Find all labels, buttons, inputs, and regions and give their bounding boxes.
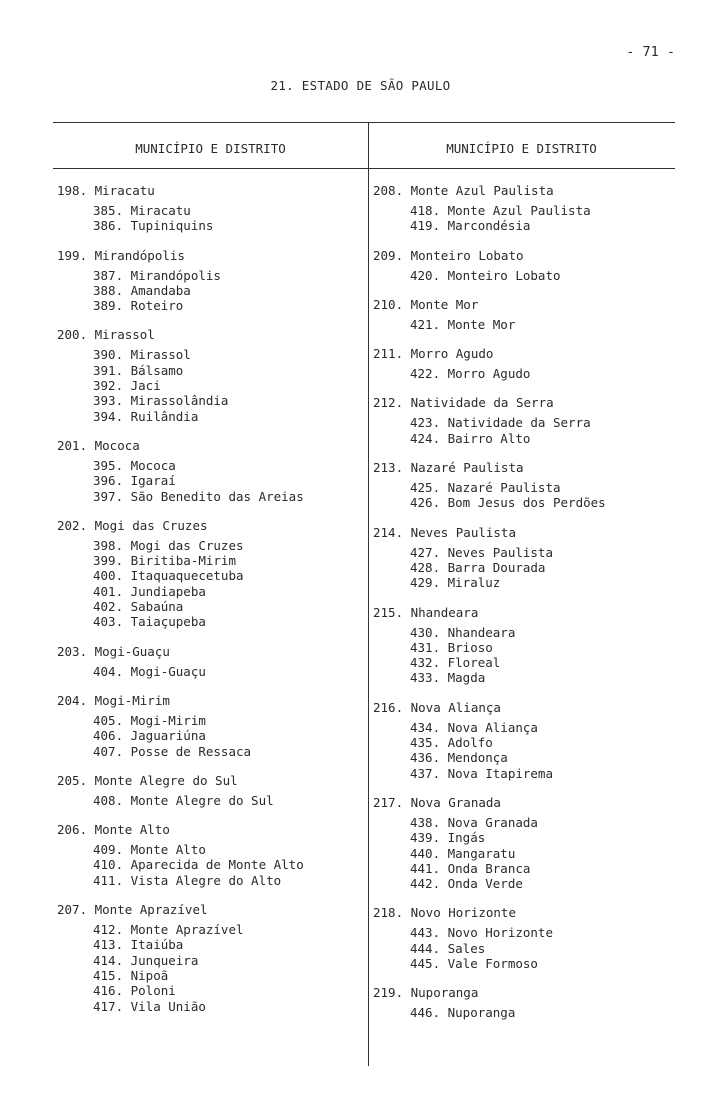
municipality-entry [373, 459, 673, 511]
district-item: 398. Mogi das Cruzes [93, 537, 244, 553]
municipality-entry [57, 821, 362, 888]
municipality-entry [373, 296, 673, 332]
municipality-entry [57, 247, 362, 314]
district-item: 403. Taiaçupeba [93, 614, 206, 630]
district-item: 386. Tupiniquins [93, 218, 214, 234]
district-list [373, 720, 673, 781]
municipality-entry [373, 394, 673, 446]
municipality-name: 205. Monte Alegre do Sul [57, 772, 238, 788]
district-item: 415. Nipoã [93, 967, 169, 983]
district-item: 385. Miracatu [93, 203, 191, 218]
district-item: 388. Amandaba [93, 282, 191, 298]
municipality-name: 206. Monte Alto [57, 822, 170, 838]
district-item: 437. Nova Itapirema [410, 765, 553, 781]
district-item: 417. Vila União [93, 998, 206, 1014]
municipality-entry [373, 182, 673, 234]
district-item: 420. Monteiro Lobato [410, 267, 561, 283]
district-list [373, 415, 673, 446]
district-list [57, 793, 362, 808]
district-item: 413. Itaiúba [93, 937, 184, 953]
district-list [373, 925, 673, 971]
district-item: 402. Sabaúna [93, 599, 184, 615]
district-item: 445. Vale Formoso [410, 956, 538, 972]
municipality-entry [57, 326, 362, 423]
right-column [373, 182, 673, 1034]
district-item: 430. Nhandeara [410, 624, 516, 640]
municipality-entry [57, 772, 362, 808]
municipality-entry [57, 901, 362, 1014]
district-list [57, 538, 362, 630]
district-item: 393. Mirassolândia [93, 393, 229, 409]
district-item: 433. Magda [410, 670, 486, 686]
municipality-entry [57, 182, 362, 234]
municipality-name: 202. Mogi das Cruzes [57, 517, 208, 533]
district-item: 392. Jaci [93, 378, 161, 394]
district-item: 406. Jaguariúna [93, 728, 206, 744]
district-item: 414. Junqueira [93, 952, 199, 968]
municipality-entry [373, 604, 673, 686]
district-item: 404. Mogi-Guaçu [93, 663, 206, 679]
municipality-name: 214. Neves Paulista [373, 524, 516, 540]
municipality-entry [373, 345, 673, 381]
district-item: 428. Barra Dourada [410, 559, 546, 575]
municipality-name: 215. Nhandeara [373, 604, 479, 620]
municipality-name: 199. Mirandópolis [57, 247, 185, 263]
district-item: 442. Onda Verde [410, 876, 523, 892]
district-item: 410. Aparecida de Monte Alto [93, 857, 304, 873]
municipality-name: 207. Monte Aprazível [57, 902, 208, 918]
municipality-name: 211. Morro Agudo [373, 346, 494, 362]
district-item: 397. São Benedito das Areias [93, 488, 304, 504]
district-item: 421. Monte Mor [410, 316, 516, 332]
municipality-entry [57, 517, 362, 630]
district-item: 439. Ingás [410, 830, 486, 846]
district-item: 434. Nova Aliança [410, 719, 538, 735]
column-divider [368, 122, 369, 1066]
left-column [57, 182, 362, 1027]
district-item: 389. Roteiro [93, 298, 184, 314]
district-list [57, 347, 362, 423]
municipality-name: 218. Novo Horizonte [373, 905, 516, 921]
municipality-name: 198. Miracatu [57, 183, 155, 198]
district-item: 391. Bálsamo [93, 362, 184, 378]
district-item: 440. Mangaratu [410, 845, 516, 861]
district-item: 424. Bairro Alto [410, 430, 531, 446]
municipality-entry [373, 524, 673, 591]
municipality-name: 204. Mogi-Mirim [57, 692, 170, 708]
district-item: 432. Floreal [410, 655, 501, 671]
municipality-entry [373, 984, 673, 1020]
district-item: 412. Monte Aprazível [93, 922, 244, 938]
municipality-name: 201. Mococa [57, 437, 140, 453]
district-item: 387. Mirandópolis [93, 267, 221, 283]
municipality-name: 210. Monte Mor [373, 296, 479, 312]
district-list [373, 480, 673, 511]
municipality-name: 200. Mirassol [57, 327, 155, 343]
district-item: 395. Mococa [93, 457, 176, 473]
district-item: 416. Poloni [93, 983, 176, 999]
page-title: 21. ESTADO DE SÃO PAULO [270, 78, 451, 93]
municipality-name: 216. Nova Aliança [373, 699, 501, 715]
column-header-right: MUNICÍPIO E DISTRITO [446, 141, 597, 156]
page-number: - 71 - [626, 44, 675, 60]
district-item: 429. Miraluz [410, 575, 501, 591]
district-item: 419. Marcondésia [410, 218, 531, 234]
district-item: 436. Mendonça [410, 750, 508, 766]
municipality-name: 203. Mogi-Guaçu [57, 643, 170, 659]
district-item: 431. Brioso [410, 639, 493, 655]
district-list [373, 545, 673, 591]
district-list [373, 625, 673, 686]
municipality-entry [373, 794, 673, 891]
district-list [57, 458, 362, 504]
column-header-left: MUNICÍPIO E DISTRITO [135, 141, 286, 156]
district-list [373, 1005, 673, 1020]
municipality-entry [57, 643, 362, 679]
municipality-entry [373, 699, 673, 781]
district-item: 399. Biritiba-Mirim [93, 553, 236, 569]
district-item: 435. Adolfo [410, 735, 493, 751]
municipality-entry [57, 692, 362, 759]
district-item: 427. Neves Paulista [410, 544, 553, 560]
district-item: 441. Onda Branca [410, 860, 531, 876]
district-item: 405. Mogi-Mirim [93, 712, 206, 728]
municipality-name: 208. Monte Azul Paulista [373, 183, 554, 198]
district-list [57, 268, 362, 314]
district-list [373, 268, 673, 283]
district-list [373, 366, 673, 381]
district-list [373, 815, 673, 891]
district-list [57, 713, 362, 759]
district-item: 425. Nazaré Paulista [410, 480, 561, 496]
district-list [57, 922, 362, 1014]
district-item: 396. Igaraí [93, 473, 176, 489]
municipality-entry [373, 247, 673, 283]
district-item: 390. Mirassol [93, 347, 191, 363]
district-list [57, 842, 362, 888]
district-item: 418. Monte Azul Paulista [410, 203, 591, 218]
district-list [57, 664, 362, 679]
table-top-rule [53, 122, 675, 123]
district-item: 407. Posse de Ressaca [93, 743, 252, 759]
district-list [373, 203, 673, 234]
municipality-entry [57, 437, 362, 504]
district-item: 446. Nuporanga [410, 1005, 516, 1021]
municipality-name: 213. Nazaré Paulista [373, 460, 524, 476]
district-item: 423. Natividade da Serra [410, 415, 591, 431]
district-list [373, 317, 673, 332]
district-item: 411. Vista Alegre do Alto [93, 872, 282, 888]
district-item: 422. Morro Agudo [410, 366, 531, 382]
district-item: 426. Bom Jesus dos Perdões [410, 495, 606, 511]
district-item: 408. Monte Alegre do Sul [93, 792, 274, 808]
district-item: 401. Jundiapeba [93, 583, 206, 599]
district-item: 409. Monte Alto [93, 842, 206, 858]
table-header-rule [53, 168, 675, 169]
municipality-name: 217. Nova Granada [373, 794, 501, 810]
municipality-name: 219. Nuporanga [373, 985, 479, 1001]
district-item: 443. Novo Horizonte [410, 925, 553, 941]
district-item: 438. Nova Granada [410, 814, 538, 830]
municipality-entry [373, 904, 673, 971]
district-item: 444. Sales [410, 940, 486, 956]
district-item: 400. Itaquaquecetuba [93, 568, 244, 584]
municipality-name: 212. Natividade da Serra [373, 395, 554, 411]
municipality-name: 209. Monteiro Lobato [373, 247, 524, 263]
district-item: 394. Ruilândia [93, 408, 199, 424]
district-list [57, 203, 362, 234]
